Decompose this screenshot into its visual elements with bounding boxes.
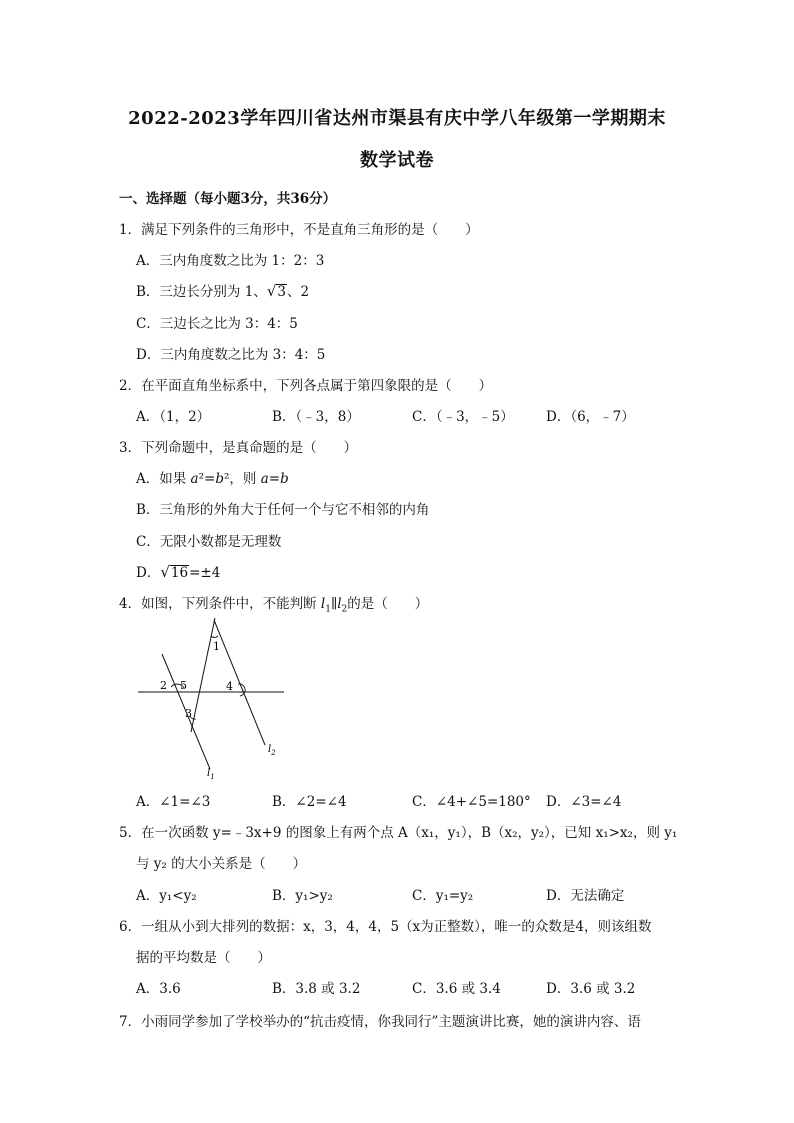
question-1-option-a: A．三内角度数之比为 1：2：3	[136, 253, 325, 269]
q3-a-var: b	[280, 471, 289, 487]
question-1-option-b: B．三边长分别为 1、√3、2	[136, 282, 310, 300]
angle-label-5: 5	[180, 679, 187, 692]
q3-d-radicand: 16	[170, 565, 189, 581]
q3-a-op: ²=	[198, 471, 216, 487]
question-3-option-a	[136, 467, 289, 487]
q3-d-suffix: =±4	[189, 565, 221, 581]
question-4-option-a: A．∠1=∠3	[136, 794, 211, 810]
question-6-option-d: D．3.6 或 3.2	[546, 981, 636, 997]
question-2-option-c: C．（﹣3，﹣5）	[412, 409, 514, 425]
question-5-option-d: D．无法确定	[546, 888, 625, 904]
q4-line-l1: l	[320, 596, 326, 612]
angle-label-2: 2	[160, 679, 167, 692]
q3-a-var: a	[260, 471, 269, 487]
q1-b-suffix: 、2	[286, 284, 310, 300]
question-6-option-b: B．3.8 或 3.2	[272, 981, 361, 997]
q3-d-prefix: D．	[136, 565, 161, 581]
question-6-option-c: C．3.6 或 3.4	[412, 981, 501, 997]
q4-figure	[134, 616, 294, 786]
doc-title-line2: 数学试卷	[360, 150, 434, 171]
q1-b-prefix: B．三边长分别为 1、	[136, 284, 267, 300]
question-2-option-a: A．（1，2）	[136, 409, 211, 425]
question-5-option-a: A．y₁<y₂	[136, 888, 197, 904]
q3-a-op: ²，则	[224, 471, 261, 487]
q3-a-var: b	[215, 471, 224, 487]
question-5-option-c: C．y₁=y₂	[412, 888, 474, 904]
question-4-option-c: C．∠4+∠5=180°	[412, 794, 531, 810]
q1-b-radicand: 3	[277, 284, 286, 300]
question-6-line1: 6．一组从小到大排列的数据：x，3，4，4，5（x为正整数），唯一的众数是4，则该组数	[119, 919, 652, 935]
question-3-stem: 3．下列命题中，是真命题的是（ ）	[119, 440, 358, 456]
question-7-line1: 7．小雨同学参加了学校举办的“抗击疫情，你我同行”主题演讲比赛，她的演讲内容、语	[119, 1014, 641, 1030]
question-6-line2: 据的平均数是（ ）	[136, 950, 271, 966]
q4-stem-suffix: 的是（ ）	[347, 596, 429, 612]
q4-line-l2: l	[337, 596, 342, 612]
q3-a-prefix: A．如果	[136, 471, 191, 487]
angle-arc-1	[211, 636, 218, 637]
q3-a-var: a	[190, 471, 199, 487]
doc-title-line1: 2022-2023学年四川省达州市渠县有庆中学八年级第一学期期末	[128, 108, 666, 129]
q4-stem-prefix: 4．如图，下列条件中，不能判断	[119, 596, 321, 612]
question-2-stem: 2．在平面直角坐标系中，下列各点属于第四象限的是（ ）	[119, 378, 493, 394]
label-l1: $l_1$	[207, 768, 215, 781]
question-4-stem	[119, 592, 428, 615]
angle-label-3: 3	[185, 707, 192, 720]
q3-a-op: =	[268, 471, 281, 487]
angle-label-1: 1	[213, 640, 220, 653]
q4-line-l2-sub: 2	[341, 604, 348, 615]
question-3-option-c: C．无限小数都是无理数	[136, 534, 282, 550]
question-5-line2: 与 y₂ 的大小关系是（ ）	[136, 856, 307, 872]
diagonal-transversal	[191, 618, 215, 732]
q4-line-l1-sub: 1	[325, 604, 331, 615]
question-4-option-b: B．∠2=∠4	[272, 794, 347, 810]
question-5-line1: 5．在一次函数 y=﹣3x+9 的图象上有两个点 A（x₁，y₁），B（x₂，y₂），已知 x₁>x₂，则 y₁	[119, 825, 678, 841]
label-l2: $l_2$	[268, 744, 276, 757]
section-heading: 一、选择题（每小题3分，共36分）	[119, 191, 337, 207]
question-6-option-a: A．3.6	[136, 981, 181, 997]
question-1-option-c: C．三边长之比为 3：4：5	[136, 316, 298, 332]
question-4-option-d: D．∠3=∠4	[546, 794, 622, 810]
question-1-option-d: D．三内角度数之比为 3：4：5	[136, 347, 326, 363]
question-5-option-b: B．y₁>y₂	[272, 888, 333, 904]
question-2-option-b: B．（﹣3，8）	[272, 409, 360, 425]
question-2-option-d: D．（6，﹣7）	[546, 409, 635, 425]
angle-label-4: 4	[226, 680, 233, 693]
line-l2	[214, 620, 265, 745]
q4-parallel-symbol: ∥	[330, 596, 338, 612]
question-1-stem: 1．满足下列条件的三角形中，不是直角三角形的是（ ）	[119, 222, 479, 238]
question-3-option-b: B．三角形的外角大于任何一个与它不相邻的内角	[136, 502, 430, 518]
question-3-option-d: D．√16=±4	[136, 563, 221, 581]
